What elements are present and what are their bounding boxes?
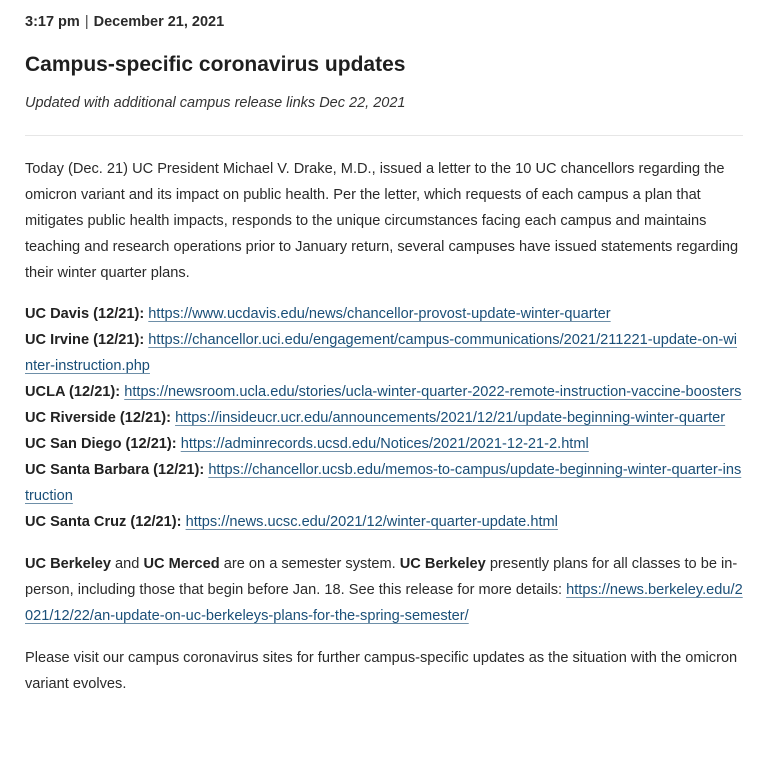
divider — [25, 135, 743, 136]
article — [25, 11, 743, 697]
closing-paragraph: Please visit our campus coronavirus sites for further campus-specific updates as the situation with the omicron variant evolves. — [25, 650, 738, 692]
campus-link-row — [25, 327, 743, 379]
publish-date: December 21, 2021 — [93, 14, 225, 30]
article-subtitle: Updated with additional campus release links Dec 22, 2021 — [25, 95, 406, 111]
campus-link[interactable]: https://insideucr.ucr.edu/announcements/2021/12/21/update-beginning-winter-quarter — [175, 410, 726, 426]
article-title: Campus-specific coronavirus updates — [25, 53, 406, 76]
semester-text: and — [111, 556, 144, 572]
campus-label: UC Riverside (12/21): — [25, 410, 171, 426]
campus-label: UC Santa Barbara (12/21): — [25, 462, 205, 478]
campus-label: UCLA (12/21): — [25, 384, 121, 400]
campus-label: UC Santa Cruz (12/21): — [25, 514, 182, 530]
campus-link[interactable]: https://chancellor.uci.edu/engagement/campus-communications/2021/211221-update-on-winter-instruction.php — [25, 332, 737, 374]
merced-name: UC Merced — [143, 556, 220, 572]
campus-link-row — [25, 301, 743, 327]
article-meta — [25, 11, 743, 33]
campus-label: UC Irvine (12/21): — [25, 332, 145, 348]
meta-separator: | — [84, 14, 89, 30]
berkeley-release-link[interactable]: https://news.berkeley.edu/2021/12/22/an-update-on-uc-berkeleys-plans-for-the-spring-semester/ — [25, 582, 743, 624]
intro-paragraph: Today (Dec. 21) UC President Michael V. Drake, M.D., issued a letter to the 10 UC chancellors regarding the omicron variant and its impact on public health. Per the letter, which requests of each campus a plan that mitigates public health impacts, responds to the unique circumstances facing each campus and maintains teaching and research operations prior to January return, several campuses have issued statements regarding their winter quarter plans. — [25, 161, 739, 281]
campus-link-row — [25, 509, 743, 535]
campus-link-row — [25, 457, 743, 509]
campus-label: UC Davis (12/21): — [25, 306, 145, 322]
campus-link[interactable]: https://adminrecords.ucsd.edu/Notices/2021/2021-12-21-2.html — [180, 436, 589, 452]
campus-links-list — [25, 301, 743, 535]
semester-text: presently plans for all classes to be in-person, including those that begin before Jan. 18. See this release for more details: — [25, 556, 738, 598]
campus-label: UC San Diego (12/21): — [25, 436, 177, 452]
campus-link[interactable]: https://news.ucsc.edu/2021/12/winter-quarter-update.html — [185, 514, 558, 530]
campus-link[interactable]: https://newsroom.ucla.edu/stories/ucla-winter-quarter-2022-remote-instruction-vaccine-boosters — [124, 384, 742, 400]
campus-link-row — [25, 405, 743, 431]
campus-link[interactable]: https://www.ucdavis.edu/news/chancellor-provost-update-winter-quarter — [148, 306, 611, 322]
semester-paragraph — [25, 551, 743, 629]
campus-link[interactable]: https://chancellor.ucsb.edu/memos-to-campus/update-beginning-winter-quarter-instruction — [25, 462, 742, 504]
campus-link-row — [25, 431, 743, 457]
berkeley-name: UC Berkeley — [399, 556, 486, 572]
campus-link-row — [25, 379, 743, 405]
semester-text: are on a semester system. — [219, 556, 400, 572]
publish-time: 3:17 pm — [25, 14, 80, 30]
berkeley-name: UC Berkeley — [25, 556, 111, 572]
